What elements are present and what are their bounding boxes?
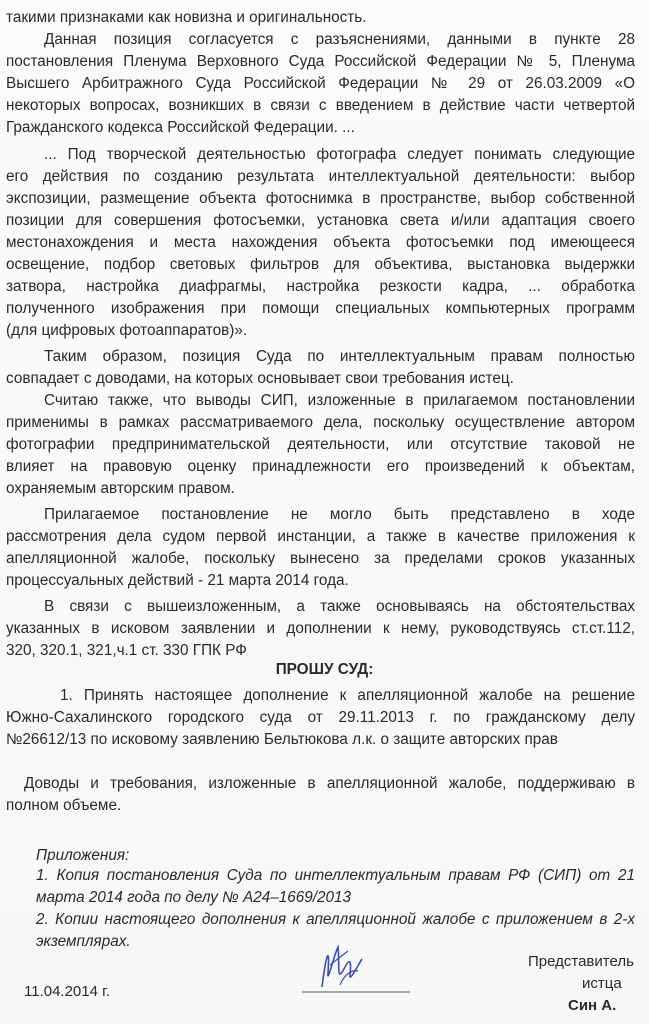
text-line: апелляционной жалобе, поскольку вынесено за пределами сроков указанных [6,550,635,567]
text-line: экспозиции, размещение объекта фотоснимка в пространстве, выбор собственной [6,190,635,207]
text-line: полученного изображения при помощи специальных компьютерных программ [6,300,635,317]
document-date: 11.04.2014 г. [24,983,110,1000]
text-line: №26612/13 по исковому заявлению Бельтюкова л.к. о защите авторских прав [6,731,558,748]
representative-title: Представитель [528,953,634,970]
text-line: фотографии предпринимательской деятельности, или отсутствие таковой не [6,436,635,453]
text-line: Приложения: [36,847,130,864]
text-line: постановления Пленума Верховного Суда Российской Федерации № 5, Пленума [6,53,635,70]
text-line: Данная позиция согласуется с разъяснениями, данными в пункте 28 [44,31,635,48]
text-line: 2. Копии настоящего дополнения к апелляционной жалобе с приложением в 2-х [36,911,635,928]
text-line: затвора, настройка диафрагмы, настройка резкости кадра, ... обработка [6,278,635,295]
text-line: позиции для совершения фотосъемки, установка света и/или адаптация своего [6,212,635,229]
text-line: некоторых вопросах, возникших в связи с введением в действие части четвертой [6,97,635,114]
text-line: указанных в исковом заявлении и дополнении к нему, руководствуясь ст.ст.112, [6,620,635,637]
text-line: ... Под творческой деятельностью фотографа следует понимать следующие [44,146,635,163]
text-line: 1. Принять настоящее дополнение к апелляционной жалобе на решение [60,687,635,704]
text-line: такими признаками как новизна и оригинальность. [6,9,367,26]
text-line: рассмотрения дела судом первой инстанции, а также в качестве приложения к [6,528,635,545]
text-line: Прилагаемое постановление не могло быть представлено в ходе [44,506,635,523]
text-line: местонахождения и места нахождения объекта фотосъемки под имеющееся [6,234,635,251]
text-line: Считаю также, что выводы СИП, изложенные в прилагаемом постановлении [44,392,635,409]
text-line: марта 2014 года по делу № А24–1669/2013 [36,889,352,906]
section-heading: ПРОШУ СУД: [275,661,374,678]
text-line: процессуальных действий - 21 марта 2014 года. [6,572,349,589]
text-line: Таким образом, позиция Суда по интеллектуальным правам полностью [44,348,635,365]
text-line: 320, 320.1, 321,ч.1 ст. 330 ГПК РФ [6,642,247,659]
text-line: 1. Копия постановления Суда по интеллектуальным правам РФ (СИП) от 21 [36,867,635,884]
text-line: Высшего Арбитражного Суда Российской Федерации № 29 от 26.03.2009 «О [6,75,635,92]
text-line: охраняемым авторским правом. [6,480,235,497]
text-line: влияет на правовую оценку принадлежности его произведений к объектам, [6,458,635,475]
text-line: (для цифровых фотоаппаратов)». [6,322,248,339]
text-line: его действия по созданию результата интеллектуальной деятельности: выбор [6,168,635,185]
plaintiff-label: истца [582,975,622,992]
text-line: Южно-Сахалинского городского суда от 29.11.2013 г. по гражданскому делу [6,709,635,726]
text-line: полном объеме. [6,797,122,814]
representative-name: Син А. [568,997,617,1014]
text-line: Доводы и требования, изложенные в апелляционной жалобе, поддерживаю в [24,775,635,792]
text-line: В связи с вышеизложенным, а также основываясь на обстоятельствах [44,598,635,615]
text-line: Гражданского кодекса Российской Федерации. ... [6,119,355,136]
signature-image [300,925,420,1015]
text-line: экземплярах. [36,933,131,950]
text-line: освещение, подбор световых фильтров для объектива, выстановка выдержки [6,256,635,273]
text-line: совпадает с доводами, на которых основывает свои требования истец. [6,370,514,387]
text-line: применимы в рамках рассматриваемого дела, поскольку осуществление автором [6,414,635,431]
